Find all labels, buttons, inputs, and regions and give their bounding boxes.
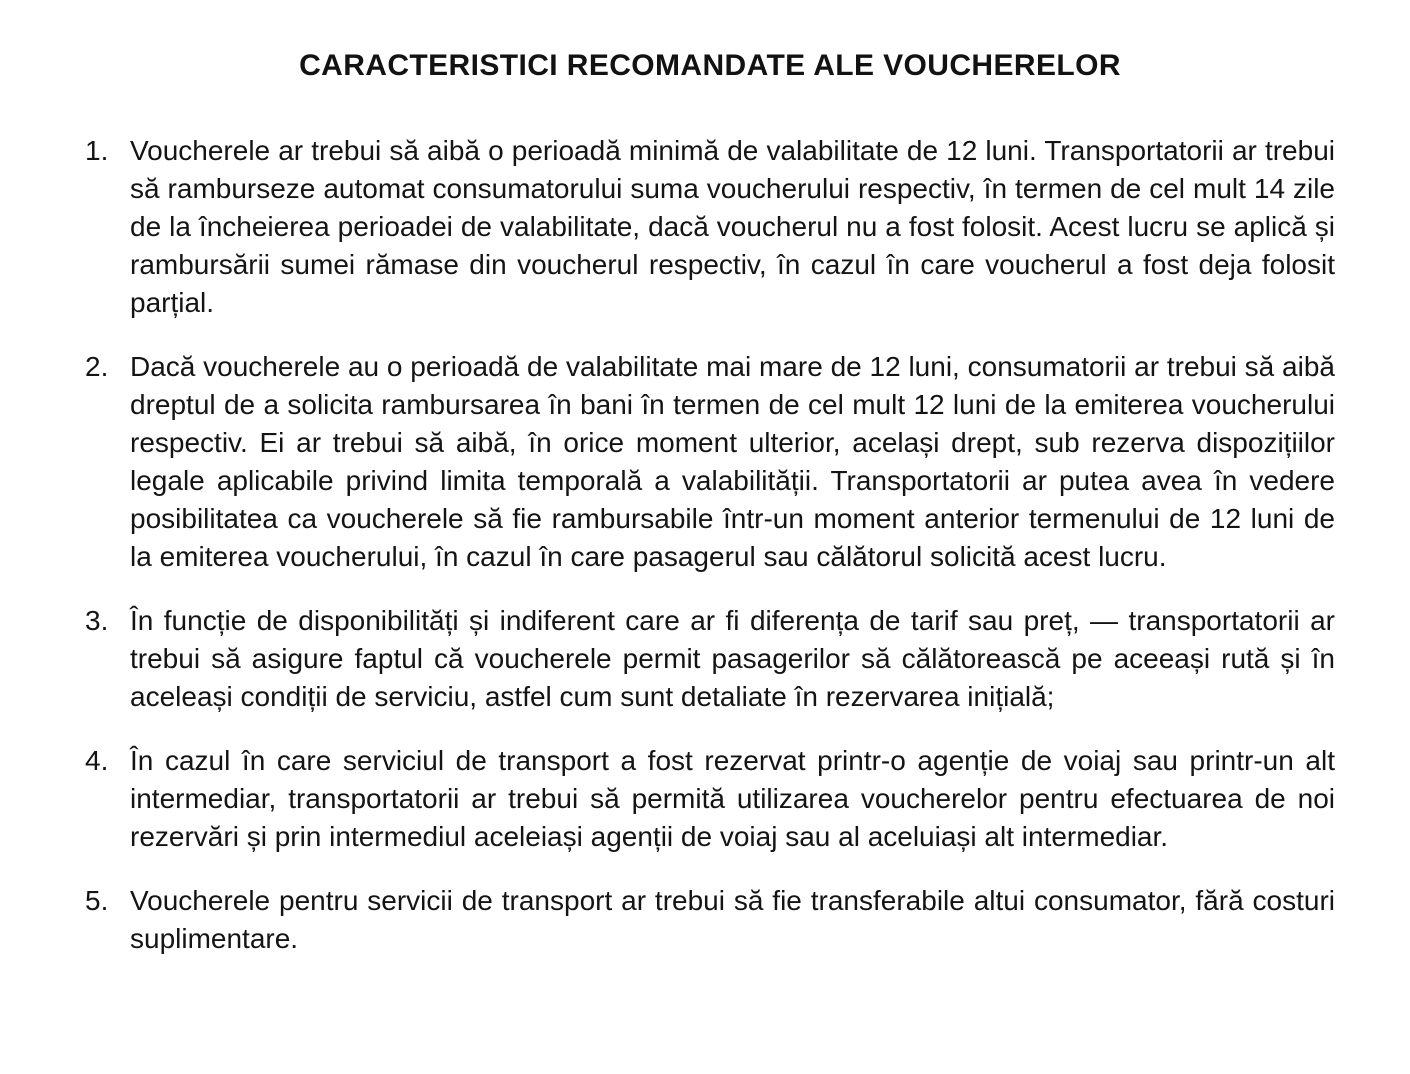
item-number: 2. (85, 351, 109, 382)
list-item (85, 602, 1335, 716)
item-text: Voucherele pentru servicii de transport ar trebui să fie transferabile altui consumator, fără costuri suplimentare. (130, 885, 1335, 954)
item-number: 5. (85, 885, 109, 916)
list-item (85, 132, 1335, 322)
document-title: CARACTERISTICI RECOMANDATE ALE VOUCHERELOR (299, 49, 1121, 82)
item-number: 1. (85, 135, 109, 166)
item-number: 4. (85, 745, 109, 776)
item-text: Voucherele ar trebui să aibă o perioadă minimă de valabilitate de 12 luni. Transportatorii ar trebui să ramburseze automat consumatorului suma voucherului respectiv, în termen de cel mult 14 zile de la încheierea perioadei de valabilitate, dacă voucherul nu a fost folosit. Acest lucru se aplică și rambursării sumei rămase din voucherul respectiv, în cazul în care voucherul a fost deja folosit parțial. (130, 135, 1335, 318)
item-text: Dacă voucherele au o perioadă de valabilitate mai mare de 12 luni, consumatorii ar trebui să aibă dreptul de a solicita rambursarea în bani în termen de cel mult 12 luni de la emiterea voucherului respectiv. Ei ar trebui să aibă, în orice moment ulterior, același drept, sub rezerva dispozițiilor legale aplicabile privind limita temporală a valabilității. Transportatorii ar putea avea în vedere posibilitatea ca voucherele să fie rambursabile într-un moment anterior termenului de 12 luni de la emiterea voucherului, în cazul în care pasagerul sau călătorul solicită acest lucru. (130, 351, 1335, 572)
item-number: 3. (85, 605, 109, 636)
item-text: În funcție de disponibilități și indiferent care ar fi diferența de tarif sau preț, — transportatorii ar trebui să asigure faptul că voucherele permit pasagerilor să călătorească pe aceeași rută și în aceleași condiții de serviciu, astfel cum sunt detaliate în rezervarea inițială; (130, 605, 1335, 712)
list-item (85, 882, 1335, 958)
item-text: În cazul în care serviciul de transport a fost rezervat printr-o agenție de voiaj sau printr-un alt intermediar, transportatorii ar trebui să permită utilizarea voucherelor pentru efectuarea de noi rezervări și prin intermediul aceleiași agenții de voiaj sau al aceluiași alt intermediar. (130, 745, 1335, 852)
list-item (85, 348, 1335, 576)
list-item (85, 742, 1335, 856)
